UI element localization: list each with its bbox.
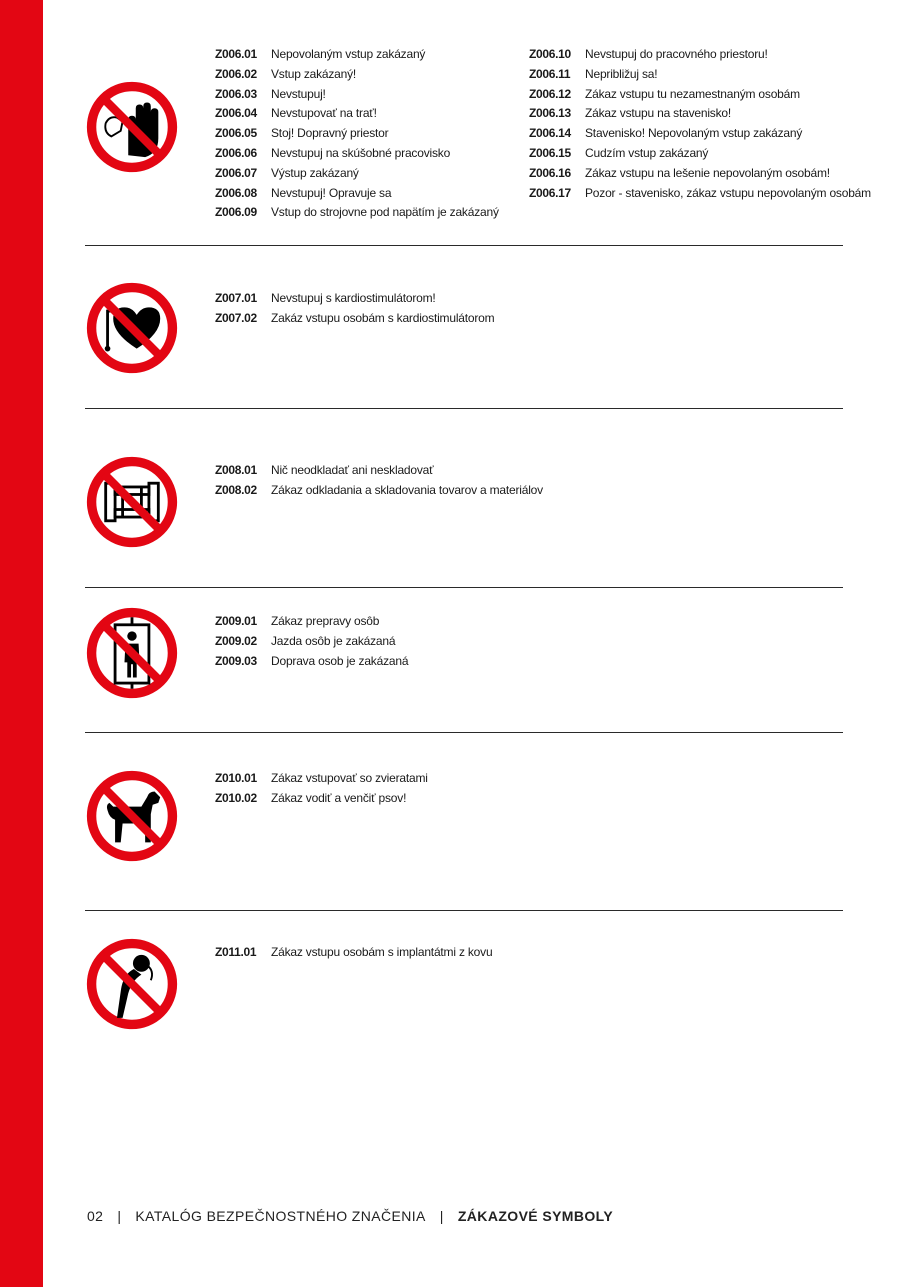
code-row [215, 632, 408, 652]
sign-code: Z007.01 [215, 291, 257, 305]
sign-description: Nevstupuj! Opravuje sa [271, 185, 392, 200]
code-column-left [215, 289, 494, 329]
sign-description: Nevstupovať na trať! [271, 106, 377, 121]
sign-code: Z006.01 [215, 47, 257, 61]
sign-code: Z006.02 [215, 66, 257, 81]
sign-code: Z009.01 [215, 614, 257, 628]
code-row [215, 612, 408, 632]
code-row [215, 164, 499, 184]
code-row [529, 85, 871, 105]
sign-code: Z006.14 [529, 126, 571, 141]
sign-description: Jazda osôb je zakázaná [271, 633, 396, 648]
code-row [529, 164, 871, 184]
sign-section-z009 [85, 612, 843, 712]
code-row [215, 289, 494, 309]
sign-code: Z006.13 [529, 106, 571, 121]
sign-description: Zákaz vstupu na lešenie nepovolaným osobám! [585, 165, 830, 180]
sign-code: Z006.17 [529, 185, 571, 200]
sign-code: Z011.01 [215, 945, 257, 959]
code-row [215, 85, 499, 105]
code-row [215, 769, 428, 789]
sign-code: Z006.05 [215, 126, 257, 141]
code-row [529, 45, 871, 65]
sign-section-z006 [85, 45, 871, 235]
code-row [215, 481, 543, 501]
no-entry-hand-icon [85, 80, 179, 174]
code-column-left [215, 943, 492, 963]
code-row [215, 203, 499, 223]
sign-description: Stavenisko! Nepovolaným vstup zakázaný [585, 126, 803, 141]
footer-separator: | [117, 1208, 122, 1224]
sign-description: Zákaz odkladania a skladovania tovarov a materiálov [271, 482, 543, 497]
red-side-bar [0, 0, 43, 1287]
code-row [529, 144, 871, 164]
sign-section-z007 [85, 289, 843, 389]
code-column-left [215, 461, 543, 501]
sign-code: Z008.02 [215, 482, 257, 497]
sign-description: Stoj! Dopravný priestor [271, 126, 389, 141]
sign-description: Zákaz vodiť a venčiť psov! [271, 790, 407, 805]
page-footer [87, 1208, 613, 1224]
code-row [215, 124, 499, 144]
catalog-title: KATALÓG BEZPEČNOSTNÉHO ZNAČENIA [135, 1208, 426, 1224]
sign-description: Nevstupuj! [271, 86, 326, 101]
code-row [215, 789, 428, 809]
section-divider [85, 587, 843, 588]
sign-description: Nevstupuj na skúšobné pracovisko [271, 145, 451, 160]
footer-separator: | [439, 1208, 444, 1224]
sign-description: Nič neodkladať ani neskladovať [271, 463, 434, 477]
sign-description: Nevstupuj s kardiostimulátorom! [271, 291, 436, 305]
sign-code: Z006.10 [529, 47, 571, 61]
code-row [215, 461, 543, 481]
sign-description: Zákaz vstupovať so zvieratami [271, 771, 428, 785]
no-storage-icon [85, 455, 179, 549]
section-title: ZÁKAZOVÉ SYMBOLY [457, 1208, 614, 1224]
sign-description: Zákaz vstupu na stavenisko! [585, 106, 732, 121]
page-number: 02 [87, 1208, 104, 1224]
sign-description: Zákaz vstupu osobám s implantátmi z kovu [271, 945, 493, 959]
code-row [215, 652, 408, 672]
sign-description: Vstup do strojovne pod napätím je zakázaný [271, 205, 499, 220]
sign-description: Pozor - stavenisko, zákaz vstupu nepovolaným osobám [585, 185, 871, 200]
code-column-left [215, 769, 428, 809]
sign-code: Z010.02 [215, 790, 257, 805]
no-pacemaker-icon [85, 281, 179, 375]
sign-code: Z006.11 [529, 66, 571, 81]
code-row [529, 65, 871, 85]
code-row [215, 45, 499, 65]
sign-code: Z006.07 [215, 165, 257, 180]
section-divider [85, 245, 843, 246]
sign-code: Z006.16 [529, 165, 571, 180]
code-row [215, 943, 492, 963]
sign-code: Z006.15 [529, 145, 571, 160]
code-row [215, 309, 494, 329]
code-column-left [215, 612, 408, 671]
sign-code: Z006.03 [215, 86, 257, 101]
code-row [529, 124, 871, 144]
no-metal-implants-icon [85, 937, 179, 1031]
sign-description: Vstup zakázaný! [271, 66, 357, 81]
section-divider [85, 910, 843, 911]
sign-code: Z006.08 [215, 185, 257, 200]
sign-description: Nepovolaným vstup zakázaný [271, 47, 426, 61]
code-row [215, 184, 499, 204]
no-dogs-icon [85, 769, 179, 863]
no-person-lift-icon [85, 606, 179, 700]
section-divider [85, 732, 843, 733]
sign-code: Z007.02 [215, 310, 257, 325]
sign-code: Z006.12 [529, 86, 571, 101]
code-column-right [529, 45, 871, 203]
code-row [529, 184, 871, 204]
sign-code: Z006.04 [215, 106, 257, 121]
sign-code: Z009.02 [215, 633, 257, 648]
sign-description: Zákaz prepravy osôb [271, 614, 380, 628]
sign-section-z010 [85, 769, 843, 869]
sign-description: Doprava osob je zakázaná [271, 653, 409, 668]
sign-code: Z010.01 [215, 771, 257, 785]
sign-description: Cudzím vstup zakázaný [585, 145, 709, 160]
code-row [529, 104, 871, 124]
code-row [215, 144, 499, 164]
sign-code: Z006.09 [215, 205, 257, 220]
sign-description: Výstup zakázaný [271, 165, 359, 180]
code-row [215, 104, 499, 124]
code-row [215, 65, 499, 85]
sign-description: Nevstupuj do pracovného priestoru! [585, 47, 768, 61]
sign-code: Z008.01 [215, 463, 257, 477]
sign-description: Zákaz vstupu tu nezamestnaným osobám [585, 86, 800, 101]
code-column-left [215, 45, 499, 223]
section-divider [85, 408, 843, 409]
sign-description: Nepribližuj sa! [585, 66, 658, 81]
sign-code: Z009.03 [215, 653, 257, 668]
sign-section-z008 [85, 461, 843, 561]
sign-section-z011 [85, 943, 843, 1043]
sign-code: Z006.06 [215, 145, 257, 160]
sign-description: Zakáz vstupu osobám s kardiostimulátorom [271, 310, 495, 325]
